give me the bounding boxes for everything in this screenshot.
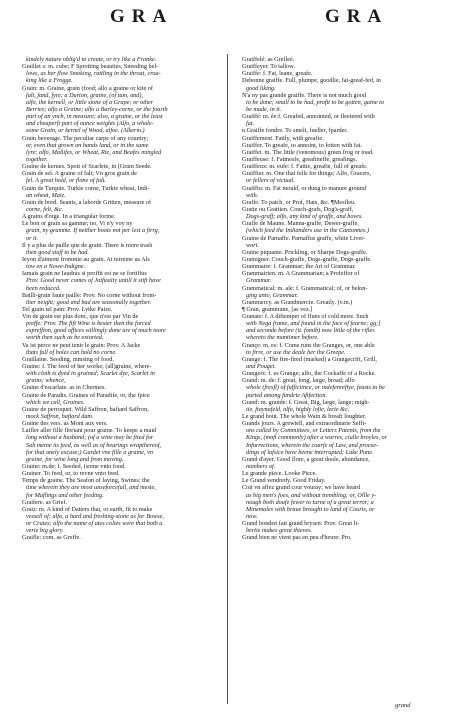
entry-headline: Grands jours. A grewtell, and extraordinarie Seffi- [242,420,367,428]
entry-headline: Graine: f. The feed of her worke; (all)graine, where- [22,363,152,371]
entry-continuation: Sah metne its feed, as well as of bearings wrapthereof, [26,441,162,449]
entry-continuation: part of an ynch, in measure; also, a graine, or the least [26,113,163,121]
entry-continuation: tie, ftaynafeld, alfo, highly lofie, lecie &c. [246,405,350,413]
left-column [22,56,222,704]
entry-headline: Graiz: m. A kind of Daiters that, or earth, fit to make [22,505,153,513]
entry-continuation: grains; whence, [26,377,66,385]
entry-headline: Graine de Paradis. Graines of Paradife, or, the fpice [22,391,150,399]
entry-headline: Graffe. To patch, or Prof, Hats, &c. ¶Mesfleu. [242,198,356,206]
entry-headline: Graiffelé: as Grefleé. [242,56,295,63]
entry-headline: Le grand bout. The whole Wain & breaft loughter. [242,413,367,421]
entry-headline: Grançe: m. es: f. Come runs the Granges, or, one able [242,341,375,349]
entry-continuation: whereto the mantimer before. [246,334,319,342]
entry-headline: Debonne graiffe. Full, plumpe, goodlie, fat-greaf-fed, in [242,77,381,85]
entry-continuation: or it. [26,234,39,242]
entry-headline: Grammercy. as Grandmercie. Greatly. (v.m.) [242,298,353,306]
entry-headline: Graiffeux: m. eufe: f. Fattie, greafie, full of greafe. [242,163,368,171]
entry-headline: Grain de sel. A graine of falt; Vn gros grain de [22,170,137,178]
entry-headline: Gratte ou Grattien. Couch-grafs, Dog's-graff, [242,205,354,213]
entry-headline: Temps de graine. The Seafon of laying, Swines; the [22,477,150,485]
entry-headline: Graiffe: f. Fat, leane, greafe. [242,70,313,78]
entry-headline: Laifler aller fille floriant pour graine. To keepe a maid [22,427,157,435]
entry-continuation: been reduced. [26,284,61,292]
entry-headline: Graiffer. To greafe, to annoint, to fotten with fat. [242,141,362,149]
entry-headline: N'a ny pas grande graiffe. There is not much good [242,91,366,99]
entry-headline: Graiffement. Fattly, with greafie. [242,134,324,142]
entry-continuation: lows, as ber flow Smoking, rattling in the throat, croa- [26,70,161,78]
entry-headline: Graiffiu: m. Fat mould, or dung to manure ground [242,184,366,192]
entry-continuation: lyre; alfo, Mallifes, or Wheat, Rie, and Beafes mingled [26,148,162,156]
entry-headline: Graiffé: m. ée:f. Greafed, annointed, or fleetered with [242,113,375,121]
entry-continuation: wort. [246,241,259,249]
entry-continuation: Kings, (moft commonly) after a warres, ciulle broyles, or [246,434,387,442]
entry-continuation: nough both doufe fewer to turne of a great terror; a [246,498,374,506]
entry-headline: Graifere. as Grief. [22,498,68,506]
entry-headline: Graine de Parnaffe. Parnaffus graffe, white Liver- [242,234,366,242]
entry-headline: Grange: f. The fire-fired (marked) a Grangecrift, Grill, [242,355,377,363]
entry-continuation: preffe: Prov. The fift Wine is bester then the forced [26,320,151,328]
entry-headline: Tel grain tel pain: Prov. Lytke Paize. [22,305,113,313]
text-columns [22,56,432,704]
entry-headline: Grammatical: m. ale: f. Grammatical; of, or belon- [242,284,368,292]
entry-continuation: alfo, the kernell, or little stone of a Grape; or other [26,98,154,106]
entry-headline: Grangeix: f. es Grange; alfo, the Cockaffe of a Rocke. [242,370,376,378]
entry-headline: Bailli-grain faute paille: Prov. No corne without from- [22,291,157,299]
entry-headline: Graine piquante. Prickling, or Sharpe Dogs-graffe. [242,248,368,256]
entry-continuation: and seconde before (it. fomib) now little of the rifles [246,327,375,335]
entry-headline: Graillaine. Seeding, mmsing of food. [22,355,114,363]
entry-headline: Graine d'escarlate. as in Chermes. [22,384,106,392]
entry-continuation: corne, felt, &c. [26,205,64,213]
entry-headline: Vin de grain est plus donc, que n'est par Vin de [22,313,139,321]
entry-continuation: tow en a Nowe-Indigne. [26,263,86,271]
entry-headline: Graffe de Maune. Manna-graffe, Dewer-graffe, [242,220,359,228]
entry-headline: Grain: m. Graine, grain (food; allo a graine or kite of [22,84,153,92]
entry-headline: Graiffier. m. One that fells for things; Alfo, Gracers, [242,170,372,178]
entry-continuation: as big men's foes, and without trembling; or, Ollle y- [246,491,377,499]
entry-continuation: Grammar. [246,277,272,285]
entry-headline: Grand: m. grande: f. Great, Big, large, lange; migh- [242,398,370,406]
entry-continuation: verie big glory. [26,527,64,535]
entry-headline: Coit vn affez grand cour vouray; we have heard [242,484,361,492]
entry-continuation: worth then such as be extorted. [26,334,104,342]
entry-headline: Le Grand vendredy. Good Friday. [242,477,326,485]
entry-continuation: to be done; small to be had, profit to be gotten, gaine to [246,98,384,106]
entry-continuation: good liking. [246,84,276,92]
entry-continuation: bertie makes great thieves. [246,527,313,535]
entry-continuation: some Grain, or kernel of Wood, alfoe. (Alkerm.) [26,127,145,135]
entry-continuation: or fellers of victual. [246,177,295,185]
entry-continuation: graine, for wine long and from moving. [26,455,124,463]
entry-headline: Iamais grain ne Iaudras si proffit est ne se fortifius [22,270,147,278]
entry-headline: Gramigner. Couch-graffe, Dogs-graffe, Dogs-graffe. [242,255,372,263]
entry-continuation: and cheaperft part of ounce weights (Alfo, a whole- [26,120,154,128]
entry-continuation: dings of lufsice have beene interrupted; Luke Pune. [246,448,374,456]
entry-continuation: with. [246,191,259,199]
header-right-guide-word: GRA [325,6,389,27]
entry-continuation: fat. [246,120,255,128]
entry-headline: Graine: m.de; f. Seeded, (some vnto food. [22,463,126,471]
catchword: grand [395,702,411,709]
running-header [0,2,450,32]
entry-continuation: expreffion, good offices willingly done are of much more [26,327,166,335]
entry-continuation: for that onely excuse;) Gardet vne fille a graine, vn [26,448,153,456]
entry-headline: Grain beverage. The peculiar carpe of any country; [22,134,149,142]
entry-continuation: now. [246,513,258,520]
entry-continuation: thats full of holes can hold no corne. [26,348,117,356]
entry-headline: Grand: m. de: f. great, long, large, broad; alfo [242,377,355,385]
entry-headline: n.Graiffe fondre. To smelt, fueller, fparder. [242,127,348,135]
entry-continuation: together. [26,155,48,163]
entry-headline: Grain de bord. Seants, a laborde Gritten, measure of [22,198,152,206]
entry-headline: Granate: f. A diftemper of ffues of cold more. Such [242,313,369,321]
entry-headline: Grand d'ayer. Good flore, a great doole, abundance, [242,455,370,463]
entry-headline: Graillet s: m. cube; F Sprotting beauties, Sneeding bel- [22,63,159,71]
entry-headline: Ieyon d'aimont frommie au grain. At terreine us Als [22,255,150,263]
entry-continuation: kindely nature oblig'd to create, or try like a Franke. [26,56,157,63]
entry-headline: Graiffeyer. To tallow. [242,63,295,71]
entry-continuation: with Nega frame, and found in the face of fearne; gg;] [246,320,381,328]
entry-headline: Graiffeuse: f. Fattnesfe, greafineffe, greafings. [242,155,357,163]
entry-continuation: long without a husband; (of a wine may be fited for [26,434,154,442]
entry-headline: Graifle: com. as Greffe. [22,534,81,542]
entry-continuation: mock Saffron, baftard dam. [26,413,94,421]
entry-continuation: Berries; alfo a Graine; alfo a Barley-corne, or the fourth [26,105,168,113]
entry-headline: Grammaire: f. Grammar; the Art of Grammar. [242,263,356,271]
entry-continuation: which we call, Graines. [26,398,85,406]
entry-continuation: fel. A great hold, or flone of falt. [26,177,106,185]
entry-headline: Grand bonden fait grand brysen: Prov. Great li- [242,520,360,528]
entry-headline: ¶ Gran, grammune, [as vez.] [242,305,313,313]
entry-headline: Grainer. To feed, or, to revne vnto feed. [22,470,120,478]
entry-continuation: ons called by Committees, or Letters Patents, from the [246,427,381,435]
entry-headline: Le grande piece. Looke Piece. [242,470,317,478]
entry-headline: Grain de Turquie. Turkie corne, Turkie wheat, Indi- [22,184,150,192]
entry-continuation: Infurrections, wherein the courfe of Law, and procee- [246,441,379,449]
entry-continuation: falt, fand, fyre; a Durton, graine, (of tum, and), [26,91,143,99]
entry-headline: Grammairien. m. A Grammarian; a Profeffor of [242,270,360,278]
right-column [242,56,442,704]
entry-headline: Il y a plus de paille que de grain. There is more trash [22,241,153,249]
entry-headline: Le bon or grain sa gamme; no, Vi n'y voy ny [22,220,133,228]
entry-continuation: numbers of. [246,463,276,471]
entry-continuation: or Crates; alfo the name of ates colies were that both a [26,520,163,528]
entry-continuation: with cloth is dyed in grained; Scarlet dye, Scarlet in [26,370,155,378]
entry-continuation: parted among fundrie Aftfection. [246,391,328,399]
entry-continuation: ging unto, Grammar. [246,291,298,299]
entry-headline: Graiffet. m. The little (venomous) green frog or toad. [242,148,374,156]
entry-headline: Graine des vers. as Mont aux vers. [22,420,108,428]
entry-continuation: (which feed the Indianders use in the Cantonnes.) [246,227,370,235]
header-left-guide-word: GRA [110,6,174,27]
entry-headline: A grains d'orge. In a triangular forme. [22,213,116,221]
entry-continuation: time wherein they are most unseforcefull, and meste, [26,484,156,492]
entry-continuation: be made, in it. [246,105,282,113]
entry-continuation: whole (fresfl) of fufficiince, or indefenreftye, feasts to be [246,384,385,392]
entry-headline: Grand bien ne vient pas en peu d'heure: Pro. [242,534,352,542]
entry-continuation: king like a Frogge. [26,77,73,85]
entry-headline: Va ist perce ne peut tenir le grain: Prov. A Jacke [22,341,141,349]
entry-headline: Graine de kerues. Spott of Scarlete, in (Grain Seede. [22,163,152,171]
entry-headline: Graine de perroquet. Wild Saffron, baftard Saffron, [22,405,149,413]
entry-continuation: ther neight; good and bad are seasonally together. [26,298,151,306]
entry-continuation: then good stuff to be had. [26,248,89,256]
entry-continuation: to firre, or use the deale her the Greepe. [246,348,346,356]
entry-continuation: and Pouget. [246,363,276,371]
entry-continuation: Dogs-graff; alfo, any kind of graffe, and hoves. [246,213,363,221]
entry-continuation: grain, ny gramme. If neither boots not per lest a firrg, [26,227,160,235]
entry-continuation: an wheat, Maiz. [26,191,66,199]
entry-continuation: Minemales with braue brought to land of Courts, or [246,505,375,513]
entry-continuation: for Maflings and other feeding. [26,491,104,499]
entry-continuation: vessell of; alfo, a hard and freshing-stone as for Bowse, [26,513,164,520]
entry-continuation: Prov. Good never comes of Jaifustity untill it stift have [26,277,161,285]
entry-continuation: or, even that grown on hands land, or in the same [26,141,149,149]
